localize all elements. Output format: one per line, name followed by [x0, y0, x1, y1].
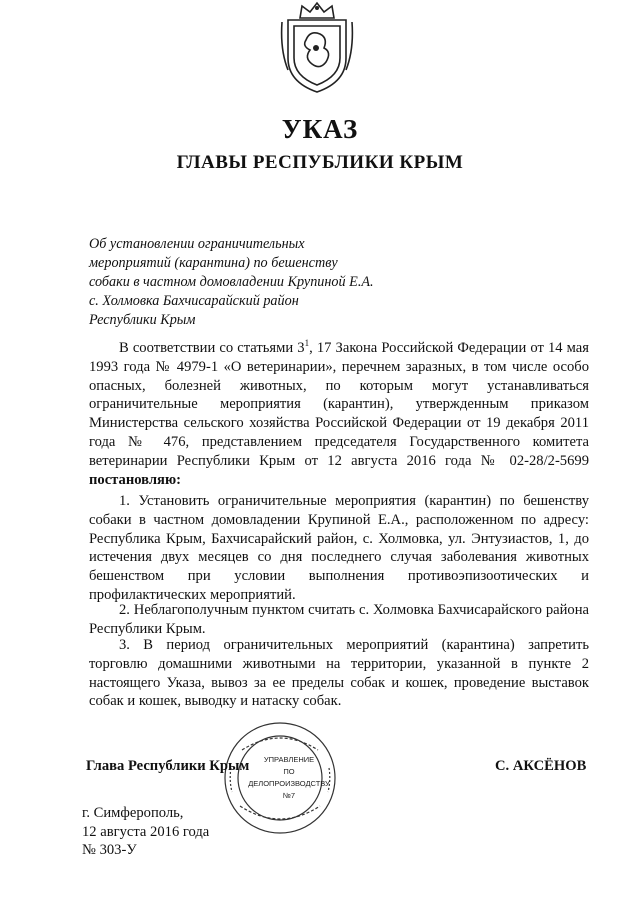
article-superscript: 1 [304, 338, 310, 349]
signatory-name: С. АКСЁНОВ [495, 758, 587, 774]
stamp-line: ПО [283, 767, 295, 776]
decree-item-2: 2. Неблагополучным пунктом считать с. Холмовка Бахчисарайского района Республики Крым. [89, 602, 589, 637]
stamp-line: №7 [282, 791, 296, 800]
page-subtitle: ГЛАВЫ РЕСПУБЛИКИ КРЫМ [176, 152, 464, 173]
stamp-text [244, 754, 334, 802]
decree-subject [89, 235, 419, 330]
preamble-paragraph [89, 339, 589, 489]
decree-footer [82, 804, 209, 860]
stamp-line: ДЕЛОПРОИЗВОДСТВУ [248, 779, 330, 788]
coat-of-arms-icon [280, 0, 354, 96]
subject-line: Республики Крым [89, 312, 196, 328]
preamble-text-start: В соответствии со статьями 3 [119, 340, 305, 356]
stamp-line: УПРАВЛЕНИЕ [263, 755, 315, 764]
subject-line: Об установлении ограничительных [89, 236, 305, 252]
subject-line: мероприятий (карантина) по бешенству [89, 255, 338, 271]
footer-place: г. Симферополь, [82, 805, 184, 821]
subject-line: собаки в частном домовладении Крупиной Е.А. [89, 274, 374, 290]
subject-line: с. Холмовка Бахчисарайский район [89, 293, 299, 309]
resolution-keyword: постановляю: [89, 471, 181, 488]
page-title: УКАЗ [281, 114, 359, 144]
footer-number: № 303-У [82, 842, 137, 858]
decree-item-1: 1. Установить ограничительные мероприятия (карантин) по бешенству собаки в частном домовладении Крупиной Е.А., расположенном по адресу: Республика Крым, Бахчисарайский район, с. Холмовка, ул. Энтузиастов, 1, до истечения двух месяцев со дня последнего случая заболевания животных бешенством при условии выполнения противоэпизоотических и профилактических мероприятий. [89, 493, 589, 603]
footer-date: 12 августа 2016 года [82, 823, 210, 840]
preamble-text-rest: , 17 Закона Российской Федерации от 14 мая 1993 года № 4979-1 «О ветеринарии», перечнем заразных, в том числе особо опасных, болезней животных, по которым могут устанавливаться ограничительные мероприятия (карантин), утвержденным приказом Министерства сельского хозяйства Российской Федерации от 19 декабря 2011 года № 476, представлением председателя Государственного комитета ветеринарии Республики Крым от 12 августа 2016 года № 02-28/2-5699 [89, 340, 589, 469]
signatory-position: Глава Республики Крым [86, 758, 250, 774]
decree-item-3: 3. В период ограничительных мероприятий (карантина) запретить торговлю домашними животными на территории, указанной в пункте 2 настоящего Указа, вывоз за ее пределы собак и кошек, проведение выставок собак и кошек, выводку и натаску собак. [89, 637, 589, 710]
